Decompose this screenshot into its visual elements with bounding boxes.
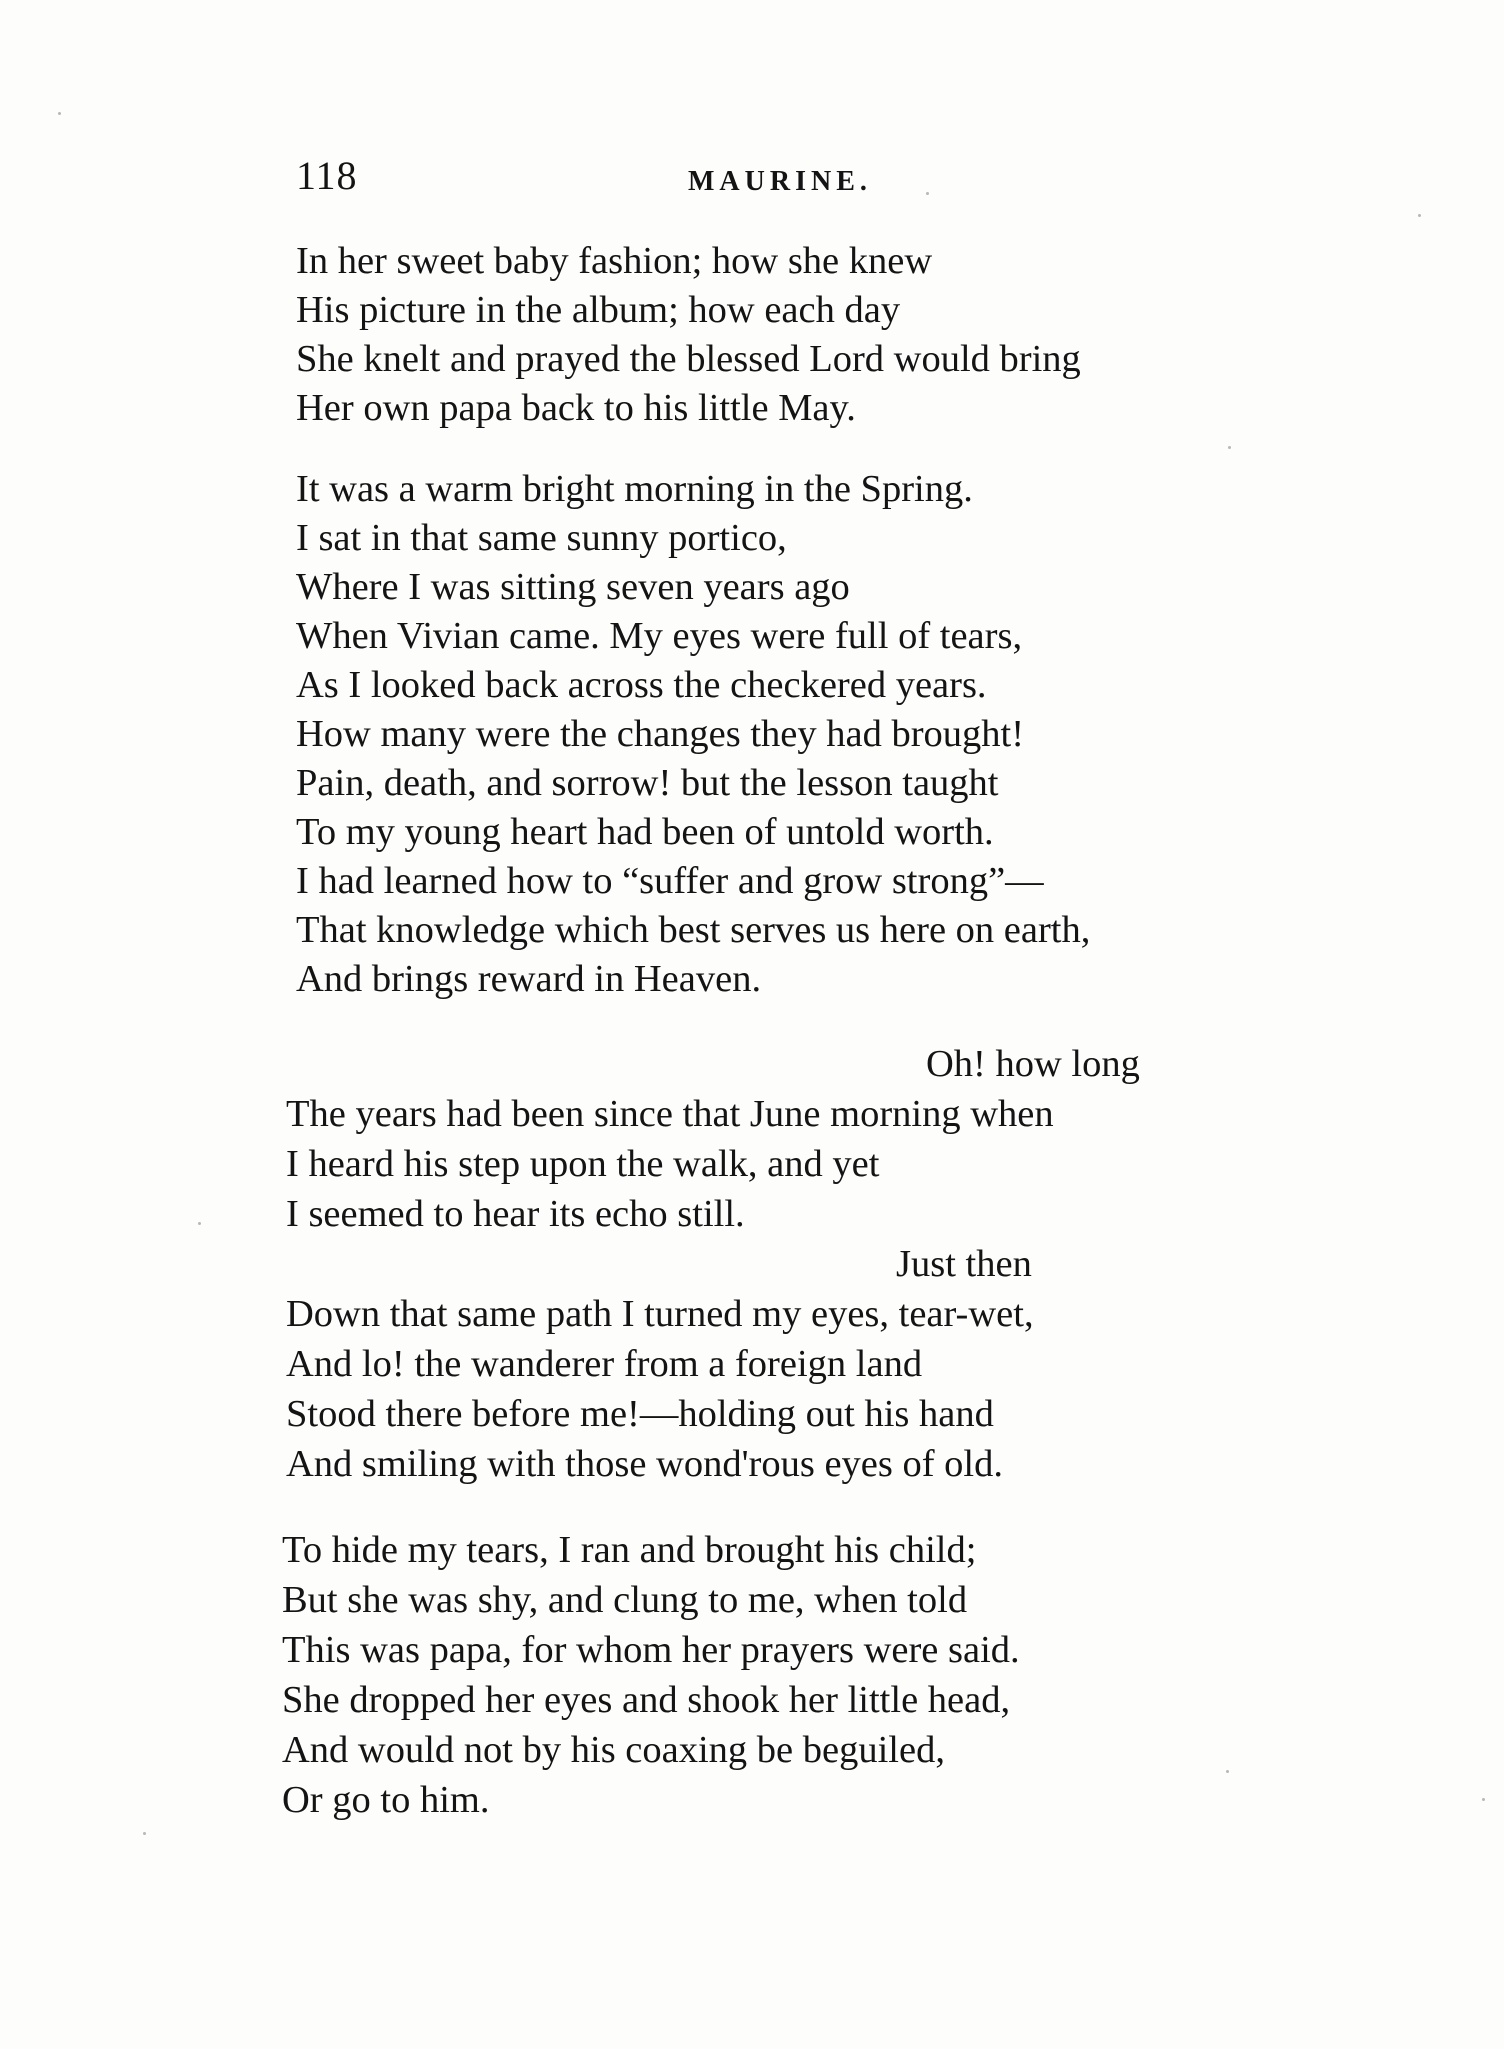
paper-speck: [1226, 1770, 1229, 1773]
poem-line: But she was shy, and clung to me, when told: [282, 1579, 968, 1621]
poem-line: Stood there before me!—holding out his hand: [286, 1393, 994, 1435]
poem-line: In her sweet baby fashion; how she knew: [296, 240, 933, 282]
poem-line: This was papa, for whom her prayers were said.: [282, 1629, 1020, 1671]
poem-line: Or go to him.: [282, 1779, 490, 1821]
paper-speck: [198, 1222, 201, 1225]
poem-line: Just then: [896, 1243, 1032, 1285]
poem-line: I sat in that same sunny portico,: [296, 517, 787, 559]
poem-line: Her own papa back to his little May.: [296, 387, 856, 429]
poem-line: To hide my tears, I ran and brought his child;: [282, 1529, 977, 1571]
poem-line: Where I was sitting seven years ago: [296, 566, 850, 608]
paper-speck: [926, 192, 929, 195]
paper-speck: [143, 1832, 146, 1835]
poem-line: When Vivian came. My eyes were full of tears,: [296, 615, 1023, 657]
poem-line: How many were the changes they had brought!: [296, 713, 1025, 755]
poem-line: I had learned how to “suffer and grow strong”—: [296, 860, 1044, 902]
poem-line: His picture in the album; how each day: [296, 289, 901, 331]
poem-line: It was a warm bright morning in the Spring.: [296, 468, 973, 510]
poem-line: That knowledge which best serves us here on earth,: [296, 909, 1091, 951]
poem-line: As I looked back across the checkered years.: [296, 664, 987, 706]
paper-speck: [58, 112, 61, 115]
poem-line: I seemed to hear its echo still.: [286, 1193, 745, 1235]
paper-speck: [1482, 1798, 1485, 1801]
poem-line: The years had been since that June morning when: [286, 1093, 1054, 1135]
poem-line: She dropped her eyes and shook her little head,: [282, 1679, 1011, 1721]
poem-line: To my young heart had been of untold worth.: [296, 811, 994, 853]
page-number: 118: [296, 153, 358, 198]
poem-line: Down that same path I turned my eyes, tear-wet,: [286, 1293, 1034, 1335]
poem-line: She knelt and prayed the blessed Lord would bring: [296, 338, 1081, 380]
poem-line: And smiling with those wond'rous eyes of old.: [286, 1443, 1004, 1485]
poem-line: And would not by his coaxing be beguiled,: [282, 1729, 945, 1771]
paper-speck: [1228, 446, 1231, 449]
paper-speck: [1418, 214, 1421, 217]
poem-line: I heard his step upon the walk, and yet: [286, 1143, 880, 1185]
poem-line: And brings reward in Heaven.: [296, 958, 762, 1000]
running-title: MAURINE.: [688, 166, 872, 197]
poem-line: Oh! how long: [926, 1043, 1140, 1085]
poem-line: Pain, death, and sorrow! but the lesson taught: [296, 762, 999, 804]
poem-line: And lo! the wanderer from a foreign land: [286, 1343, 923, 1385]
